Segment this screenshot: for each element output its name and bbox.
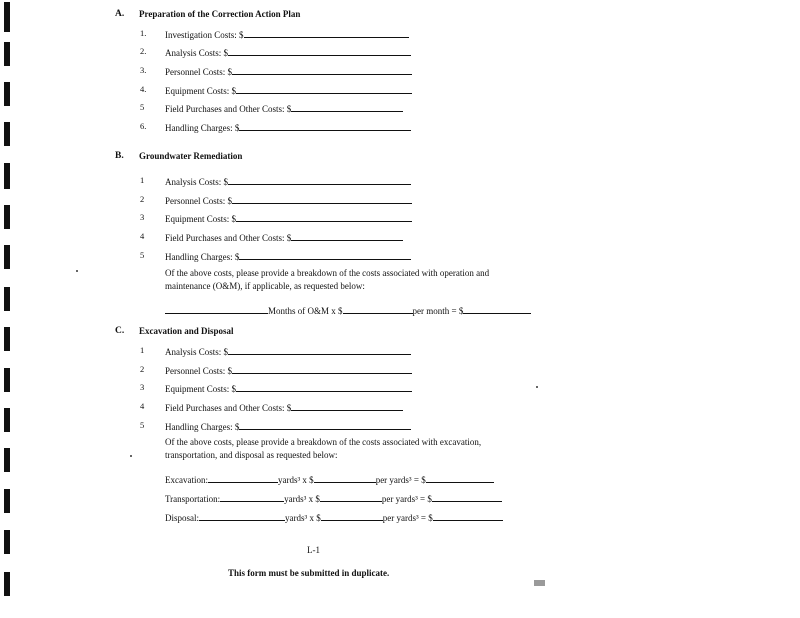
scan-margin-bar [4,42,10,66]
transportation-row [165,492,502,504]
scan-margin-bar [4,408,10,432]
section-c-item-number: 2 [140,364,145,374]
section-c-analysis-costs [165,345,411,357]
field-label: Personnel Costs: $ [165,67,233,77]
section-a-item-number: 3. [140,65,147,75]
personnel-costs-field[interactable] [232,364,412,374]
duplicate-notice: This form must be submitted in duplicate. [228,568,390,578]
excavation-per-label: per yards³ = $ [375,475,426,485]
scan-margin-bar [4,572,10,596]
field-label: Field Purchases and Other Costs: $ [165,403,292,413]
section-c-letter: C. [115,326,125,336]
section-a-letter: A. [115,9,125,19]
disposal-rate-field[interactable] [321,511,383,521]
excavation-label: Excavation: [165,475,208,485]
section-a-item-number: 1. [140,28,147,38]
transportation-label: Transportation: [165,494,221,504]
section-a-item-number: 5 [140,102,145,112]
handling-charges-field[interactable] [239,121,411,131]
field-label: Equipment Costs: $ [165,384,237,394]
section-a-equipment-costs [165,84,412,96]
disposal-total-field[interactable] [433,511,503,521]
disposal-row [165,511,503,523]
section-b-item-number: 3 [140,212,145,222]
om-per-month-label: per month = $ [412,306,464,316]
field-label: Equipment Costs: $ [165,86,237,96]
excavation-row [165,473,494,485]
section-b-equipment-costs [165,212,412,224]
field-purchases-field[interactable] [291,231,403,241]
section-c-item-number: 1 [140,345,145,355]
scan-artifact [130,455,132,457]
section-b-handling-charges [165,250,411,262]
section-c-personnel-costs [165,364,412,376]
section-c-item-number: 5 [140,420,145,430]
section-b-letter: B. [115,151,124,161]
scan-margin-bar [4,245,10,269]
section-a-investigation-costs [165,28,409,40]
section-c-item-number: 4 [140,401,145,411]
section-a-item-number: 2. [140,46,147,56]
field-label: Analysis Costs: $ [165,48,229,58]
field-label: Field Purchases and Other Costs: $ [165,104,292,114]
scan-margin-bar [4,82,10,106]
analysis-costs-field[interactable] [228,345,411,355]
equipment-costs-field[interactable] [236,212,412,222]
scan-margin-bar [4,448,10,472]
field-purchases-field[interactable] [291,401,403,411]
section-a-field-purchases [165,102,403,114]
transportation-yards-label: yards³ x $ [284,494,320,504]
field-label: Personnel Costs: $ [165,196,233,206]
scan-margin-bar [4,287,10,311]
field-label: Analysis Costs: $ [165,177,229,187]
section-b-analysis-costs [165,175,411,187]
field-label: Personnel Costs: $ [165,366,233,376]
section-b-field-purchases [165,231,403,243]
section-b-note: Of the above costs, please provide a breakdown of the costs associated with operation and maintenance (O&M), if applicable, as requested below: [165,268,490,291]
disposal-yards-field[interactable] [199,511,285,521]
personnel-costs-field[interactable] [232,194,412,204]
field-label: Investigation Costs: $ [165,30,244,40]
section-c-field-purchases [165,401,403,413]
disposal-label: Disposal: [165,513,200,523]
scan-margin-bar [4,205,10,229]
transportation-rate-field[interactable] [320,492,382,502]
om-months-label: Months of O&M x $ [268,306,343,316]
om-months-field[interactable] [165,304,268,314]
equipment-costs-field[interactable] [236,382,412,392]
excavation-yards-field[interactable] [208,473,278,483]
analysis-costs-field[interactable] [228,175,411,185]
field-label: Field Purchases and Other Costs: $ [165,233,292,243]
page-number: L-1 [307,545,320,555]
scan-margin-bar [4,530,10,554]
investigation-costs-field[interactable] [244,28,409,38]
scan-margin-bar [4,368,10,392]
section-c-note: Of the above costs, please provide a breakdown of the costs associated with excavation, transportation, and disposal as requested below: [165,437,482,460]
om-rate-field[interactable] [343,304,413,314]
transportation-per-label: per yards³ = $ [381,494,432,504]
section-b-item-number: 4 [140,231,145,241]
scan-margin-bar [4,163,10,189]
scan-artifact [534,580,545,586]
section-a-personnel-costs [165,65,412,77]
field-purchases-field[interactable] [291,102,403,112]
om-breakdown-line [165,304,531,316]
excavation-rate-field[interactable] [314,473,376,483]
scan-margin-bar [4,122,10,146]
handling-charges-field[interactable] [239,250,411,260]
section-a-analysis-costs [165,46,411,58]
section-a-item-number: 4. [140,84,147,94]
field-label: Analysis Costs: $ [165,347,229,357]
scan-margin-bar [4,489,10,513]
transportation-yards-field[interactable] [220,492,284,502]
section-c-handling-charges [165,420,411,432]
section-b-item-number: 1 [140,175,145,185]
personnel-costs-field[interactable] [232,65,412,75]
equipment-costs-field[interactable] [236,84,412,94]
field-label: Handling Charges: $ [165,252,240,262]
section-b-personnel-costs [165,194,412,206]
section-c-item-number: 3 [140,382,145,392]
section-b-item-number: 5 [140,250,145,260]
om-total-field[interactable] [463,304,531,314]
section-a-title: Preparation of the Correction Action Plan [139,9,301,19]
field-label: Handling Charges: $ [165,123,240,133]
excavation-total-field[interactable] [426,473,494,483]
section-a-item-number: 6. [140,121,147,131]
disposal-yards-label: yards³ x $ [285,513,321,523]
scan-artifact [76,270,78,272]
analysis-costs-field[interactable] [228,46,411,56]
scan-margin-bar [4,2,10,32]
section-b-title: Groundwater Remediation [139,151,243,161]
excavation-yards-label: yards³ x $ [277,475,314,485]
section-a-handling-charges [165,121,411,133]
field-label: Handling Charges: $ [165,422,240,432]
scan-artifact [536,386,538,388]
handling-charges-field[interactable] [239,420,411,430]
scan-margin-bar [4,327,10,351]
field-label: Equipment Costs: $ [165,214,237,224]
section-c-title: Excavation and Disposal [139,326,234,336]
disposal-per-label: per yards³ = $ [382,513,433,523]
transportation-total-field[interactable] [432,492,502,502]
section-c-equipment-costs [165,382,412,394]
section-b-item-number: 2 [140,194,145,204]
